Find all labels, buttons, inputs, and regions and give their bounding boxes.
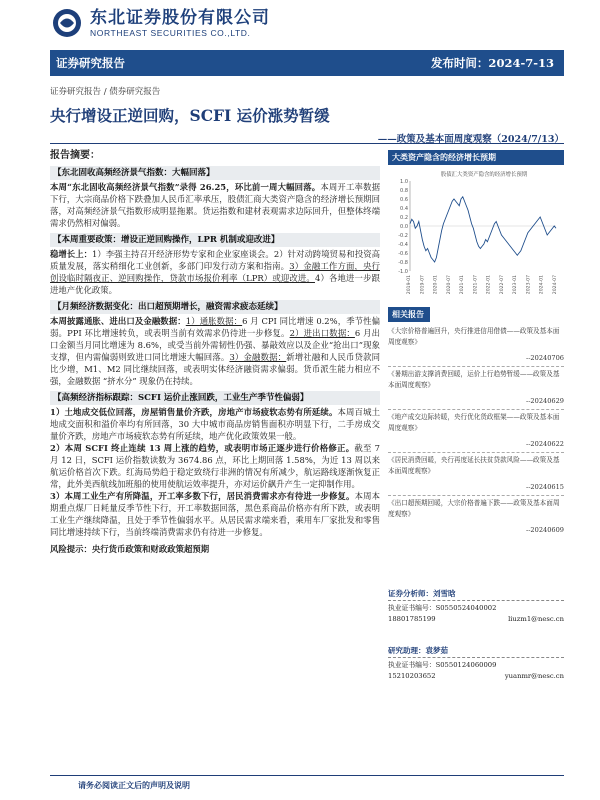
related-separator: [388, 452, 564, 453]
x-tick-label: 2019-01: [407, 275, 412, 295]
y-tick-label: 0.8: [400, 187, 408, 194]
analyst-contact: [388, 671, 564, 682]
text-run: 本周披露通胀、进出口及金融数据：: [50, 316, 186, 326]
analyst-phone: 18801785199: [388, 615, 436, 623]
text-run: 新增社融和人民币贷款同比少增，M1、M2 同比继续回落，或表明实体经济融资需求偏弱。货币派生能力相应不强，金融数据 “挤水分” 现象仍在持续。: [50, 352, 381, 386]
breadcrumb: 证券研究报告 / 债券研究报告: [50, 87, 161, 97]
x-tick-label: 2024-01: [539, 275, 545, 295]
related-report-title: 《大宗价格普遍回升，央行推进信用借债——政策及基本面周度观察》: [388, 327, 560, 346]
related-report-item[interactable]: [388, 455, 564, 493]
summary-label: 报告摘要：: [50, 150, 100, 161]
text-run: 6 月出口金额当月同比增速为 8.6%，或受当前外需韧性仍强、暴敲效应以及企业“抢出口”现象支撑，但内需偏弱则致进口同比增速大幅回落。: [50, 328, 381, 362]
related-report-item[interactable]: [388, 326, 564, 364]
analyst-cert: [388, 603, 564, 614]
text-run: 本周“东北固收高频经济景气指数”录得 26.25，环比前一周大幅回落。: [50, 182, 321, 192]
y-tick-label: 0.2: [400, 214, 408, 221]
chart-inner-title: 股债汇大类资产隐含的经济增长预期: [440, 172, 528, 178]
analyst-email[interactable]: liuzm1@nesc.cn: [508, 615, 564, 623]
related-reports-list: [388, 326, 564, 536]
related-report-date: --20240622: [525, 440, 564, 448]
risk-warning: 风险提示：央行货币政策和财政政策超预期: [50, 544, 210, 554]
related-report-date: --20240609: [525, 526, 564, 534]
analyst-cert: [388, 660, 564, 671]
y-tick-label: -0.8: [398, 259, 408, 266]
chart-heading: 大类资产隐含的经济增长预期: [388, 150, 564, 165]
y-tick-label: -0.4: [398, 241, 408, 248]
related-separator: [388, 495, 564, 496]
cert-number: S0550524040002: [435, 604, 497, 612]
text-run: 本周百城土地成交面积和溢价率均有所回落，30 大中城市商品房销售面积亦明显下行，二手房成交量价齐跌，房地产市场疲软态势有所延续，地产优化政策效果一般。: [50, 407, 380, 441]
text-run: 2）本周 SCFI 终止连续 13 周上涨的趋势，或表明市场正逐步进行价格修正。: [50, 443, 355, 453]
analyst-email[interactable]: yuanmr@nesc.cn: [504, 672, 564, 680]
related-report-date: --20240706: [525, 354, 564, 362]
section-heading: 【高频经济指标跟踪：SCFI 运价止涨回跌，工业生产季节性偏弱】: [50, 391, 380, 405]
summary-sections: [50, 166, 380, 538]
section-paragraph: [50, 248, 380, 296]
y-tick-label: -0.6: [398, 250, 408, 257]
y-tick-label: 0.0: [400, 223, 408, 230]
company-name-en: NORTHEAST SECURITIES CO.,LTD.: [90, 27, 251, 38]
analyst-contact: [388, 614, 564, 625]
footer-divider: [50, 775, 564, 776]
report-banner: [50, 50, 564, 76]
x-tick-label: 2021-07: [473, 275, 479, 295]
related-report-item[interactable]: [388, 369, 564, 407]
text-run: 1）李强主持召开经济形势专家和企业家座谈会。2）针对动跨境贸易和投资高质量发展，落实稍细化工业创新，多部门印发行动方案和指南。: [50, 249, 380, 271]
x-tick-label: 2020-01: [433, 275, 439, 295]
text-run: 1）通胀数据：: [185, 316, 243, 326]
page-subtitle: ——政策及基本面周度观察（2024/7/13）: [377, 134, 564, 145]
cert-number: S0550124060009: [435, 661, 497, 669]
section-paragraph: [50, 490, 380, 538]
analyst-phone: 15210203652: [388, 672, 436, 680]
y-tick-label: 0.6: [400, 196, 408, 203]
section-heading: 【本周重要政策：增设正逆回购操作，LPR 机制或迎改进】: [50, 233, 380, 247]
y-tick-label: -0.2: [398, 232, 408, 239]
analyst-card: [388, 588, 564, 625]
text-run: 4）各地进一步跟进地产优化政策。: [50, 273, 380, 295]
company-logo: [52, 6, 270, 40]
series-line: [410, 197, 556, 262]
x-tick-label: 2021-01: [460, 275, 466, 295]
related-report-date: --20240615: [525, 483, 564, 491]
x-tick-label: 2022-01: [486, 275, 492, 295]
logo-mark-icon: [52, 8, 82, 38]
related-reports-heading: 相关报告: [388, 307, 430, 322]
x-tick-label: 2020-07: [446, 275, 452, 295]
text-run: 本周开工率数据下行，大宗商品价格下跌叠加人民币汇率承压，股债汇商大类资产隐含的经济增长预期回落，对高频经济景气指数形成明显拖累。货运指数和建材表观需求边际回升，但整体终端需求仍然相对偏弱。: [50, 182, 381, 228]
title-divider: [50, 143, 564, 144]
section-paragraph: [50, 406, 380, 442]
publish-date: 发布时间：2024-7-13: [430, 56, 554, 70]
section-heading: 【东北固收高频经济景气指数：大幅回落】: [50, 166, 380, 180]
analyst-name: 证券分析师：刘雪晗: [388, 588, 564, 601]
related-report-title: 《暑期出游支撑消费回暖，运价上行趋势暂缓——政策及基本面周度观察》: [388, 370, 560, 389]
related-report-date: --20240629: [525, 397, 564, 405]
cert-label: 执业证书编号：: [388, 604, 436, 612]
x-tick-label: 2022-07: [499, 275, 505, 295]
text-run: 3）金融工作方面，央行创设临时隔夜正、逆回购操作，贷款市场报价利率（LPR）或迎改进。: [50, 261, 381, 283]
text-run: 1）土地成交低位回落，房屋销售量价齐跌，房地产市场疲软态势有所延续。: [50, 407, 338, 417]
section-paragraph: [50, 181, 380, 229]
report-summary: [50, 150, 380, 555]
analyst-card: [388, 645, 564, 682]
x-tick-label: 2023-01: [513, 275, 519, 295]
y-tick-label: 0.4: [400, 205, 408, 212]
related-report-title: 《地产成交边际转暖，央行优化货政框架——政策及基本面周度观察》: [388, 413, 560, 432]
page-title: 央行增设正逆回购，SCFI 运价涨势暂缓: [50, 106, 330, 125]
footer-disclaimer: 请务必阅读正文后的声明及说明: [78, 780, 190, 790]
chart-svg: [388, 167, 564, 301]
related-report-item[interactable]: [388, 412, 564, 450]
related-report-title: 《居民消费回暖，央行再度延长扶贫贷款风险——政策及基本面周度观察》: [388, 456, 560, 475]
growth-expectation-chart: [388, 167, 564, 301]
related-separator: [388, 366, 564, 367]
text-run: 6 月 CPI 同比增速 0.2%，季节性偏弱。PPI 环比增速转负，或表明当前有效需求仍待进一步修复。: [50, 316, 381, 338]
section-paragraph: [50, 315, 380, 387]
text-run: 稳增长上：: [50, 249, 93, 259]
related-report-title: 《出口超预期回暖，大宗价格普遍下跌——政策及基本面周度观察》: [388, 499, 560, 518]
x-tick-label: 2024-07: [553, 275, 558, 295]
related-report-item[interactable]: [388, 498, 564, 536]
sidebar: [388, 150, 564, 538]
report-type: 证券研究报告: [56, 56, 125, 70]
section-heading: 【月频经济数据变化：出口超预期增长，融资需求疲态延续】: [50, 300, 380, 314]
y-tick-label: 1.0: [400, 178, 408, 185]
related-separator: [388, 409, 564, 410]
cert-label: 执业证书编号：: [388, 661, 436, 669]
text-run: 3）本周工业生产有所降温，开工率多数下行，居民消费需求亦有待进一步修复。: [50, 491, 355, 501]
company-name-cn: 东北证券股份有限公司: [90, 7, 270, 28]
y-tick-label: -1.0: [398, 268, 408, 275]
text-run: 2）进出口数据：: [289, 328, 355, 338]
text-run: 3）金融数据：: [229, 352, 287, 362]
analyst-name: 研究助理：袁梦茹: [388, 645, 564, 658]
x-tick-label: 2019-07: [420, 275, 426, 295]
section-paragraph: [50, 442, 380, 490]
text-run: 本周本期重点煤厂日耗量反季节性下行，开工率数据回落，黑色系商品价格亦有所下跌，或表明工业生产继续降温，且处于季节性偏弱水平。从居民需求端来看，乘用车厂家批发和零售同比增速持续下行，当前终端消费需求仍有待进一步修复。: [50, 491, 380, 537]
x-tick-label: 2023-07: [526, 275, 532, 295]
text-run: 截至 7 月 12 日，SCFI 运价指数读数为 3674.86 点，环比上期回落 1.58%，为近 13 周以来航运价格首次下跌。红海局势趋于稳定致绕行非洲的情况有所减少，航运路线逐渐恢复正常，此外美西航线加班船的使用使航运效率提升，亦对运价飙升产生一定抑制作用。: [50, 443, 380, 489]
